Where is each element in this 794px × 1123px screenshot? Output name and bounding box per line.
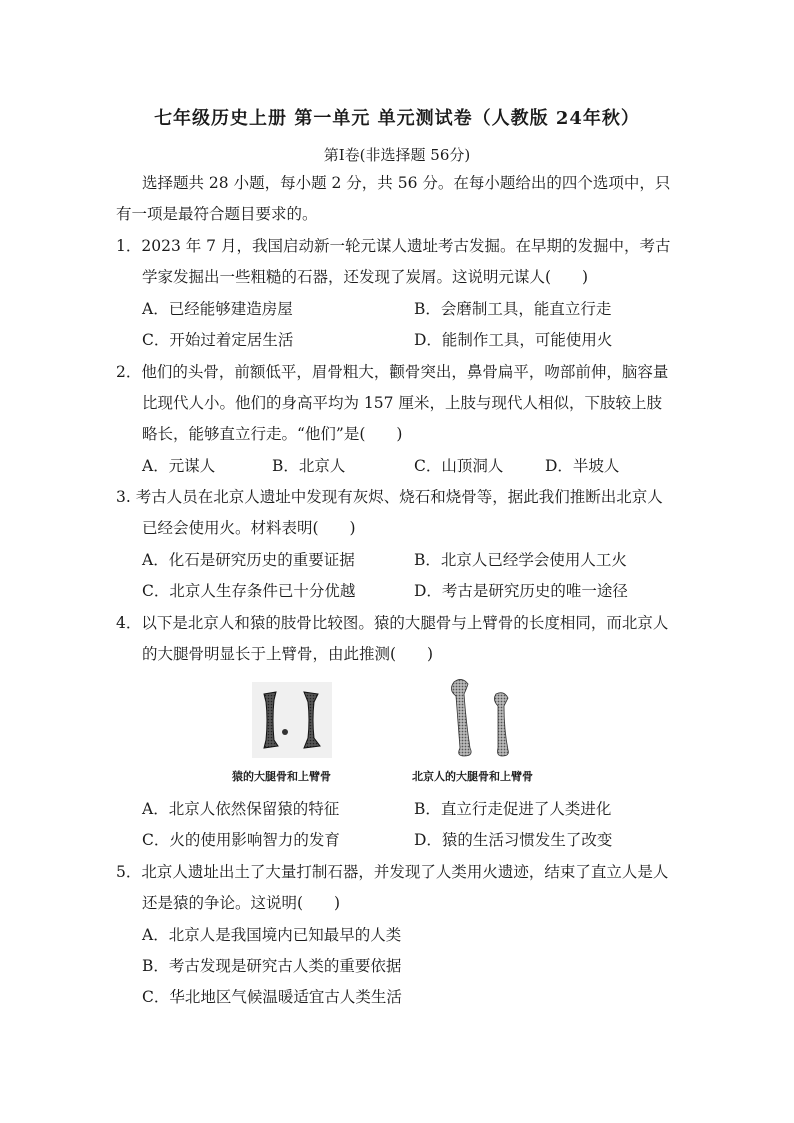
q3-stem-line-2: 已经会使用火。材料表明( ) bbox=[142, 519, 356, 537]
q1-stem-line-2: 学家发掘出一些粗糙的石器，还发现了炭屑。这说明元谋人( ) bbox=[142, 268, 589, 286]
q3-option-b: B．北京人已经学会使用人工火 bbox=[414, 551, 627, 569]
q4-option-c: C．火的使用影响智力的发育 bbox=[142, 831, 340, 849]
ape-bones-figure bbox=[252, 682, 332, 758]
q1-option-d: D．能制作工具，可能使用火 bbox=[414, 331, 613, 349]
q3-stem-line-1: 3. 考古人员在北京人遗址中发现有灰烬、烧石和烧骨等，据此我们推断出北京人 bbox=[116, 488, 663, 506]
q3-option-a: A．化石是研究历史的重要证据 bbox=[142, 551, 355, 569]
instructions-line-2: 有一项是最符合题目要求的。 bbox=[116, 205, 318, 223]
instructions-line-1: 选择题共 28 小题，每小题 2 分，共 56 分。在每小题给出的四个选项中，只 bbox=[142, 174, 671, 192]
q3-option-c: C．北京人生存条件已十分优越 bbox=[142, 582, 356, 600]
q1-stem-line-1: 1．2023 年 7 月，我国启动新一轮元谋人遗址考古发掘。在早期的发掘中，考古 bbox=[116, 237, 671, 255]
q1-option-c: C．开始过着定居生活 bbox=[142, 331, 294, 349]
q2-stem-line-2: 比现代人小。他们的身高平均为 157 厘米，上肢与现代人相似，下肢较上肢 bbox=[142, 394, 662, 412]
peking-man-figure-caption: 北京人的大腿骨和上臂骨 bbox=[412, 770, 533, 783]
q2-option-c: C．山顶洞人 bbox=[414, 457, 504, 475]
q5-option-b: B．考古发现是研究古人类的重要依据 bbox=[142, 957, 402, 975]
q2-stem-line-3: 略长，能够直立行走。“他们”是( ) bbox=[142, 425, 403, 443]
q4-option-b: B．直立行走促进了人类进化 bbox=[414, 800, 612, 818]
section-header: 第Ⅰ卷(非选择题 56分) bbox=[323, 146, 471, 164]
q2-option-b: B．北京人 bbox=[272, 457, 346, 475]
q2-stem-line-1: 2．他们的头骨，前额低平，眉骨粗大，颧骨突出，鼻骨扁平，吻部前伸，脑容量 bbox=[116, 363, 669, 381]
q1-option-a: A．已经能够建造房屋 bbox=[142, 300, 293, 318]
ape-figure-caption: 猿的大腿骨和上臂骨 bbox=[232, 770, 331, 783]
peking-man-humerus-icon bbox=[494, 693, 508, 756]
q4-stem-line-2: 的大腿骨明显长于上臂骨，由此推测( ) bbox=[142, 645, 434, 663]
q4-stem-line-1: 4．以下是北京人和猿的肢骨比较图。猿的大腿骨与上臂骨的长度相同，而北京人 bbox=[116, 614, 669, 632]
q4-option-d: D．猿的生活习惯发生了改变 bbox=[414, 831, 613, 849]
q5-stem-line-1: 5．北京人遗址出土了大量打制石器，并发现了人类用火遗迹，结束了直立人是人 bbox=[116, 863, 669, 881]
peking-man-bones-figure bbox=[440, 676, 530, 760]
q1-option-b: B．会磨制工具，能直立行走 bbox=[414, 300, 612, 318]
q2-option-d: D．半坡人 bbox=[545, 457, 620, 475]
q2-option-a: A．元谋人 bbox=[142, 457, 216, 475]
q4-option-a: A．北京人依然保留猿的特征 bbox=[142, 800, 340, 818]
peking-man-femur-icon bbox=[451, 679, 471, 756]
exam-title: 七年级历史上册 第一单元 单元测试卷（人教版 24年秋） bbox=[154, 108, 640, 129]
q5-option-c: C．华北地区气候温暖适宜古人类生活 bbox=[142, 988, 402, 1006]
q5-stem-line-2: 还是猿的争论。这说明( ) bbox=[142, 894, 341, 912]
q5-option-a: A．北京人是我国境内已知最早的人类 bbox=[142, 926, 402, 944]
q3-option-d: D．考古是研究历史的唯一途径 bbox=[414, 582, 628, 600]
